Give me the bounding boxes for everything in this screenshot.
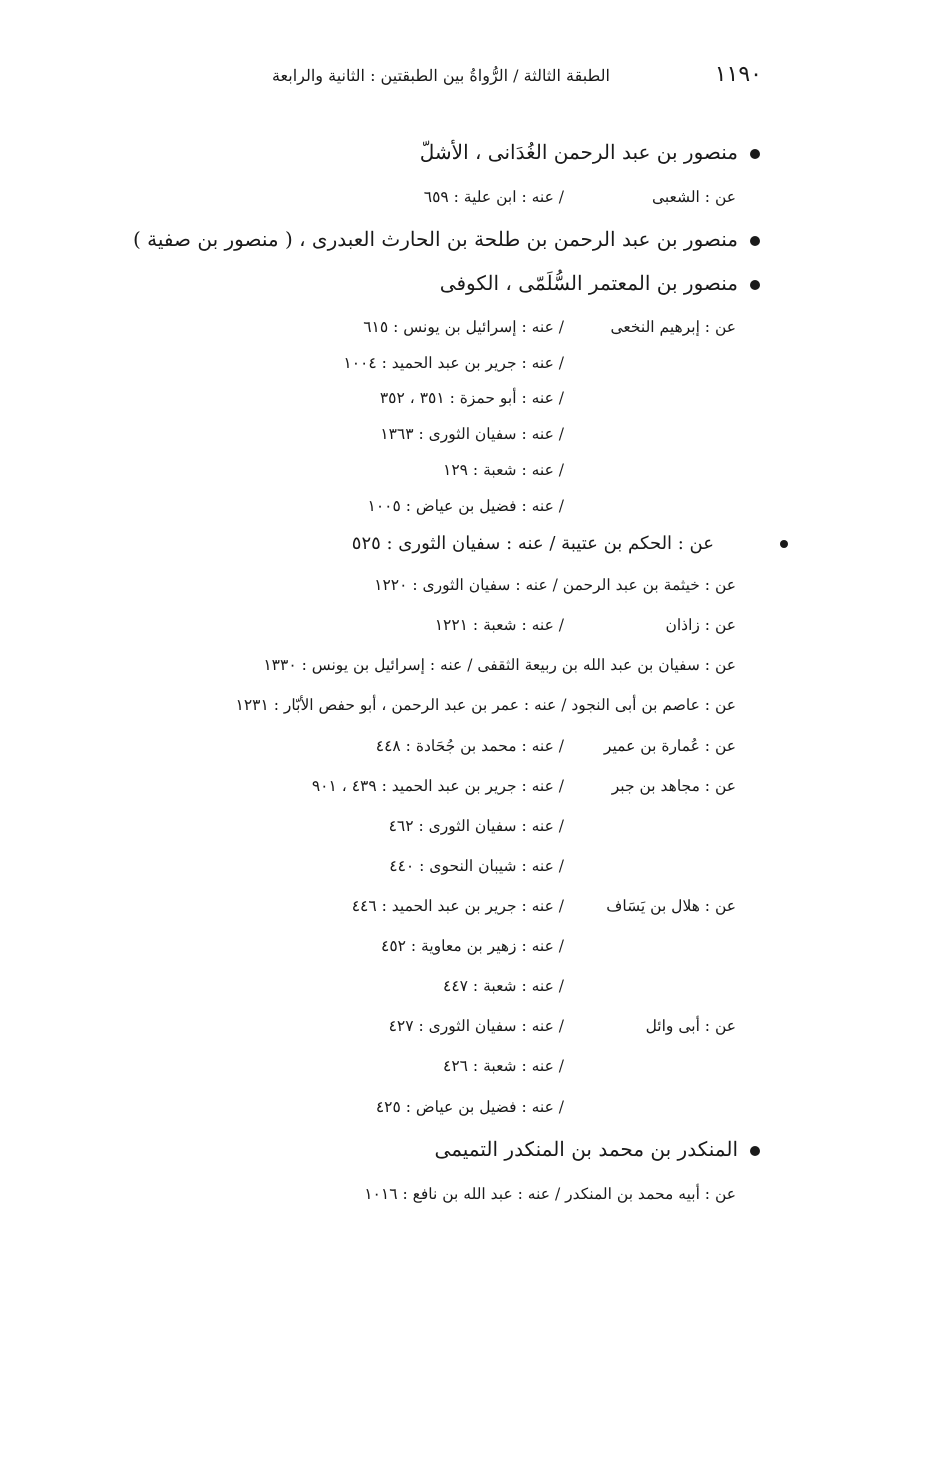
chain-line: عن : عاصم بن أبى النجود / عنه : عمر بن عبد الرحمن ، أبو حفص الأبّار : ١٢٣١	[235, 696, 736, 714]
bullet-icon	[750, 280, 760, 290]
student-line: / عنه : محمد بن جُحَادة : ٤٤٨	[375, 737, 564, 755]
bullet-icon	[750, 1146, 760, 1156]
student-line: / عنه : فضيل بن عياض : ٤٢٥	[375, 1098, 564, 1116]
narrator-entry-munkadir	[435, 1137, 760, 1161]
chain-line: عن : أبيه محمد بن المنكدر / عنه : عبد الله بن نافع : ١٠١٦	[364, 1185, 736, 1203]
page-number: ١١٩٠	[714, 62, 762, 87]
student-line: / عنه : شعبة : ١٢٢١	[434, 616, 564, 634]
teacher-line: عن : الشعبى	[651, 188, 736, 206]
student-line: / عنه : سفيان الثورى : ٤٢٧	[388, 1017, 564, 1035]
narrator-name: منصور بن المعتمر السُّلَمّى ، الكوفى	[439, 271, 738, 295]
chain-line: عن : خيثمة بن عبد الرحمن / عنه : سفيان الثورى : ١٢٢٠	[374, 576, 736, 594]
bullet-icon	[780, 540, 788, 548]
student-line: / عنه : إسرائيل بن يونس : ٦١٥	[363, 318, 564, 336]
narrator-name: المنكدر بن محمد بن المنكدر التميمى	[434, 1137, 738, 1161]
student-line: / عنه : شعبة : ١٢٩	[443, 461, 564, 479]
teacher-line: عن : زاذان	[665, 616, 736, 634]
teacher-line: عن : عُمارة بن عمير	[603, 737, 736, 755]
narrator-entry-mansur-ghudani	[420, 140, 760, 164]
student-line: / عنه : سفيان الثورى : ٤٦٢	[388, 817, 564, 835]
bullet-icon	[750, 149, 760, 159]
student-line: / عنه : زهير بن معاوية : ٤٥٢	[381, 937, 564, 955]
narrator-entry-mansur-abdari	[133, 227, 760, 251]
teacher-line: عن : هلال بن يَسَاف	[606, 897, 736, 915]
student-line: / عنه : شعبة : ٤٢٦	[443, 1057, 564, 1075]
teacher-line: عن : مجاهد بن جبر	[611, 777, 736, 795]
student-line: / عنه : جرير بن عبد الحميد : ١٠٠٤	[343, 354, 564, 372]
running-header-title: الطبقة الثالثة / الرُّواةُ بين الطبقتين : الثانية والرابعة	[271, 66, 610, 85]
teacher-line: عن : أبى وائل	[645, 1017, 736, 1035]
sub-entry-head: عن : الحكم بن عتيبة / عنه : سفيان الثورى : ٥٢٥	[351, 533, 714, 554]
student-line: / عنه : جرير بن عبد الحميد : ٤٣٩ ، ٩٠١	[311, 777, 564, 795]
bullet-icon	[750, 236, 760, 246]
narrator-name: منصور بن عبد الرحمن بن طلحة بن الحارث العبدرى ، ( منصور بن صفية )	[132, 227, 738, 251]
student-line: / عنه : أبو حمزة : ٣٥١ ، ٣٥٢	[379, 389, 564, 407]
student-line: / عنه : جرير بن عبد الحميد : ٤٤٦	[351, 897, 564, 915]
student-line: / عنه : ابن علية : ٦٥٩	[423, 188, 564, 206]
student-line: / عنه : سفيان الثورى : ١٣٦٣	[380, 425, 564, 443]
student-line: / عنه : فضيل بن عياض : ١٠٠٥	[367, 497, 564, 515]
teacher-line: عن : إبرهيم النخعى	[610, 318, 736, 336]
student-line: / عنه : شعبة : ٤٤٧	[443, 977, 564, 995]
narrator-name: منصور بن عبد الرحمن الغُدَانى ، الأشلّ	[419, 140, 738, 164]
narrator-entry-mansur-mutamir	[440, 271, 760, 295]
chain-line: عن : سفيان بن عبد الله بن ربيعة الثقفى / عنه : إسرائيل بن يونس : ١٣٣٠	[263, 656, 736, 674]
student-line: / عنه : شيبان النحوى : ٤٤٠	[389, 857, 564, 875]
